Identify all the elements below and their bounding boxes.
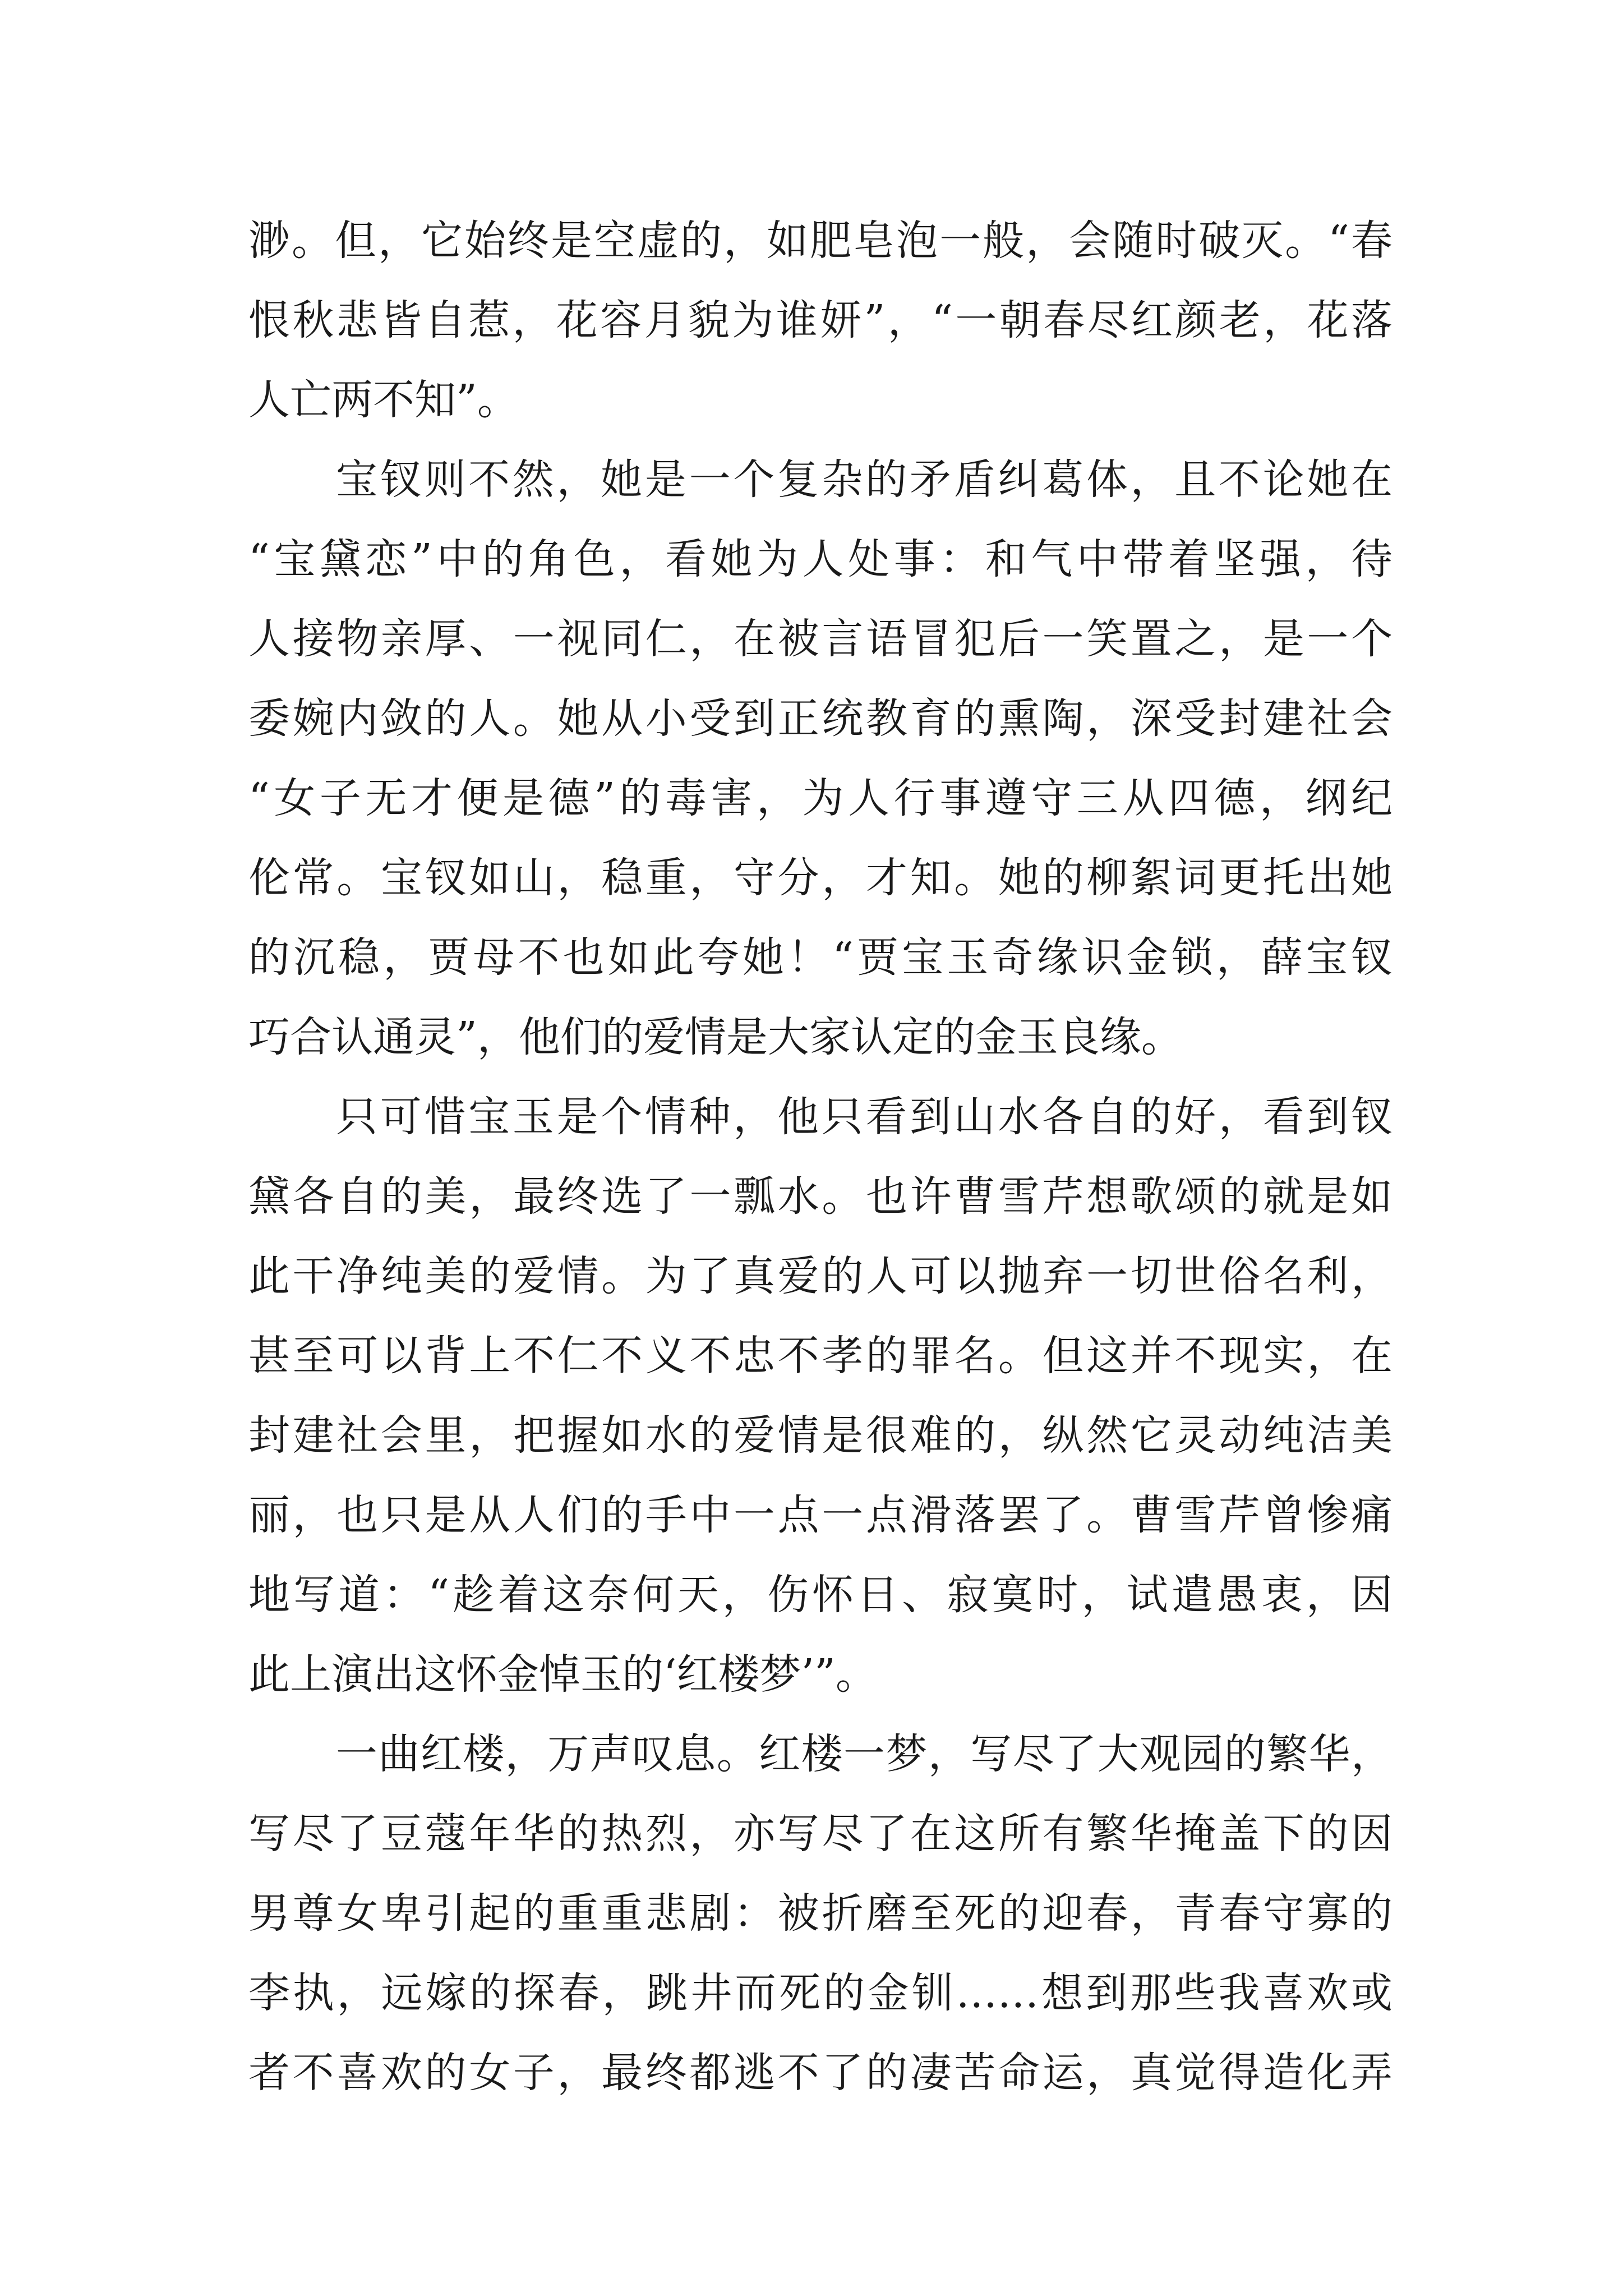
- text-line: 人亡两不知”。: [248, 376, 519, 424]
- text-line: 者不喜欢的女子，最终都逃不了的凄苦命运，真觉得造化弄: [248, 2049, 1393, 2097]
- text-line: 巧合认通灵”，他们的爱情是大家认定的金玉良缘。: [248, 1013, 1183, 1061]
- text-line: 委婉内敛的人。她从小受到正统教育的熏陶，深受封建社会: [248, 694, 1393, 743]
- text-line: 伦常。宝钗如山，稳重，守分，才知。她的柳絮词更托出她: [248, 854, 1393, 902]
- paragraph: [248, 201, 1393, 440]
- text-line: “宝黛恋”中的角色，看她为人处事：和气中带着坚强，待: [248, 535, 1393, 583]
- text-line: “女子无才便是德”的毒害，为人行事遵守三从四德，纲纪: [248, 774, 1393, 822]
- text-line: 丽，也只是从人们的手中一点一点滑落罢了。曹雪芹曾惨痛: [248, 1491, 1393, 1539]
- text-line: 恨秋悲皆自惹，花容月貌为谁妍”，“一朝春尽红颜老，花落: [248, 296, 1393, 344]
- text-line: 人接物亲厚、一视同仁，在被言语冒犯后一笑置之，是一个: [248, 615, 1393, 663]
- text-line: 封建社会里，把握如水的爱情是很难的，纵然它灵动纯洁美: [248, 1411, 1393, 1460]
- text-line: 一曲红楼，万声叹息。红楼一梦，写尽了大观园的繁华，: [336, 1730, 1393, 1778]
- text-line: 甚至可以背上不仁不义不忠不孝的罪名。但这并不现实，在: [248, 1332, 1393, 1380]
- text-line: 此上演出这怀金悼玉的‘红楼梦’”。: [248, 1650, 877, 1699]
- body-text: [248, 201, 1393, 2113]
- text-line: 宝钗则不然，她是一个复杂的矛盾纠葛体，且不论她在: [336, 455, 1393, 504]
- text-line: 地写道：“趁着这奈何天，伤怀日、寂寞时，试遣愚衷，因: [248, 1571, 1393, 1619]
- paragraph: [248, 1077, 1393, 1714]
- paragraph: [248, 440, 1393, 1077]
- paragraph: [248, 1714, 1393, 2113]
- text-line: 男尊女卑引起的重重悲剧：被折磨至死的迎春，青春守寡的: [248, 1889, 1393, 1938]
- text-line: 此干净纯美的爱情。为了真爱的人可以抛弃一切世俗名利，: [248, 1252, 1393, 1300]
- text-line: 写尽了豆蔻年华的热烈，亦写尽了在这所有繁华掩盖下的因: [248, 1810, 1393, 1858]
- text-line: 只可惜宝玉是个情种，他只看到山水各自的好，看到钗: [336, 1093, 1393, 1141]
- text-line: 黛各自的美，最终选了一瓢水。也许曹雪芹想歌颂的就是如: [248, 1172, 1393, 1221]
- text-line: 李执，远嫁的探春，跳井而死的金钏……想到那些我喜欢或: [248, 1969, 1393, 2017]
- text-line: 的沉稳，贾母不也如此夸她！“贾宝玉奇缘识金锁，薛宝钗: [248, 933, 1393, 982]
- text-line: 渺。但，它始终是空虚的，如肥皂泡一般，会随时破灭。“春: [248, 217, 1393, 265]
